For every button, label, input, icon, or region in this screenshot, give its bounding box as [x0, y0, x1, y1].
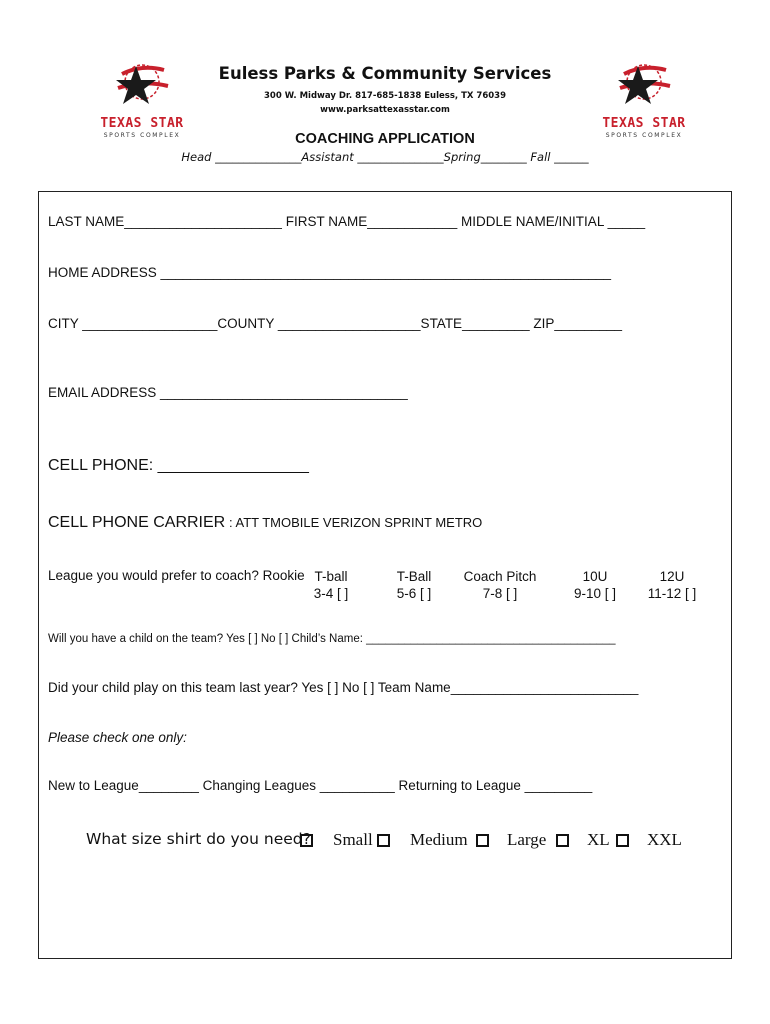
- league-ages-checkbox[interactable]: 3-4 [ ]: [313, 586, 349, 601]
- org-name: Euless Parks & Community Services: [218, 64, 552, 83]
- league-name: T-ball: [314, 569, 348, 584]
- checkbox-icon[interactable]: [300, 834, 313, 847]
- role-season-line[interactable]: Head _______________Assistant _______________Spring________ Fall ______: [181, 150, 589, 164]
- league-option-10u[interactable]: [558, 568, 632, 602]
- carrier-row: [48, 514, 482, 532]
- city-county-state-zip-fields[interactable]: CITY __________________COUNTY ___________________STATE_________ ZIP_________: [48, 316, 622, 331]
- league-option-12u[interactable]: [634, 568, 710, 602]
- league-ages-checkbox[interactable]: 5-6 [ ]: [396, 586, 432, 601]
- check-one-instruction: Please check one only:: [48, 730, 187, 745]
- league-option-coach-pitch[interactable]: [452, 568, 548, 602]
- league-option-tball-rookie[interactable]: [296, 568, 366, 602]
- logo-title: TEXAS STAR: [100, 116, 184, 131]
- league-name: T-Ball: [396, 569, 432, 584]
- checkbox-icon[interactable]: [377, 834, 390, 847]
- league-ages-checkbox[interactable]: 7-8 [ ]: [482, 586, 518, 601]
- child-played-field[interactable]: Did your child play on this team last year? Yes [ ] No [ ] Team Name_________________________: [48, 680, 639, 695]
- logo-title: TEXAS STAR: [602, 116, 686, 131]
- shirt-size-medium: Medium: [410, 830, 468, 849]
- league-name: Coach Pitch: [463, 569, 537, 584]
- league-ages-checkbox[interactable]: 9-10 [ ]: [573, 586, 617, 601]
- cell-phone-field[interactable]: CELL PHONE: _________________: [48, 457, 309, 474]
- name-fields[interactable]: LAST NAME_____________________ FIRST NAME____________ MIDDLE NAME/INITIAL _____: [48, 214, 646, 229]
- carrier-options[interactable]: : ATT TMOBILE VERIZON SPRINT METRO: [229, 515, 483, 530]
- checkbox-icon[interactable]: [556, 834, 569, 847]
- child-on-team-field[interactable]: Will you have a child on the team? Yes [ ] No [ ] Child’s Name: _______________________________________: [48, 633, 616, 645]
- league-question: League you would prefer to coach? Rookie: [48, 568, 305, 583]
- shirt-size-large: Large: [507, 830, 547, 849]
- org-address: 300 W. Midway Dr. 817-685-1838 Euless, TX 76039: [264, 91, 506, 101]
- logo-subtitle: SPORTS COMPLEX: [103, 132, 181, 139]
- shirt-size-question: What size shirt do you need?: [86, 830, 311, 848]
- league-option-tball[interactable]: [376, 568, 452, 602]
- shirt-size-small: Small: [333, 830, 373, 849]
- league-ages-checkbox[interactable]: 11-12 [ ]: [647, 586, 697, 601]
- form-title: COACHING APPLICATION: [295, 131, 475, 147]
- email-field[interactable]: EMAIL ADDRESS _________________________________: [48, 385, 408, 400]
- league-name: 10U: [582, 569, 608, 584]
- league-status-fields[interactable]: New to League________ Changing Leagues __________ Returning to League _________: [48, 778, 593, 793]
- league-name: 12U: [659, 569, 685, 584]
- home-address-field[interactable]: HOME ADDRESS ____________________________________________________________: [48, 265, 612, 280]
- org-website: www.parksattexasstar.com: [320, 105, 450, 115]
- checkbox-icon[interactable]: [616, 834, 629, 847]
- checkbox-icon[interactable]: [476, 834, 489, 847]
- shirt-size-xxl: XXL: [647, 830, 682, 849]
- shirt-size-xl: XL: [587, 830, 610, 849]
- carrier-label: CELL PHONE CARRIER: [48, 514, 226, 531]
- logo-subtitle: SPORTS COMPLEX: [605, 132, 683, 139]
